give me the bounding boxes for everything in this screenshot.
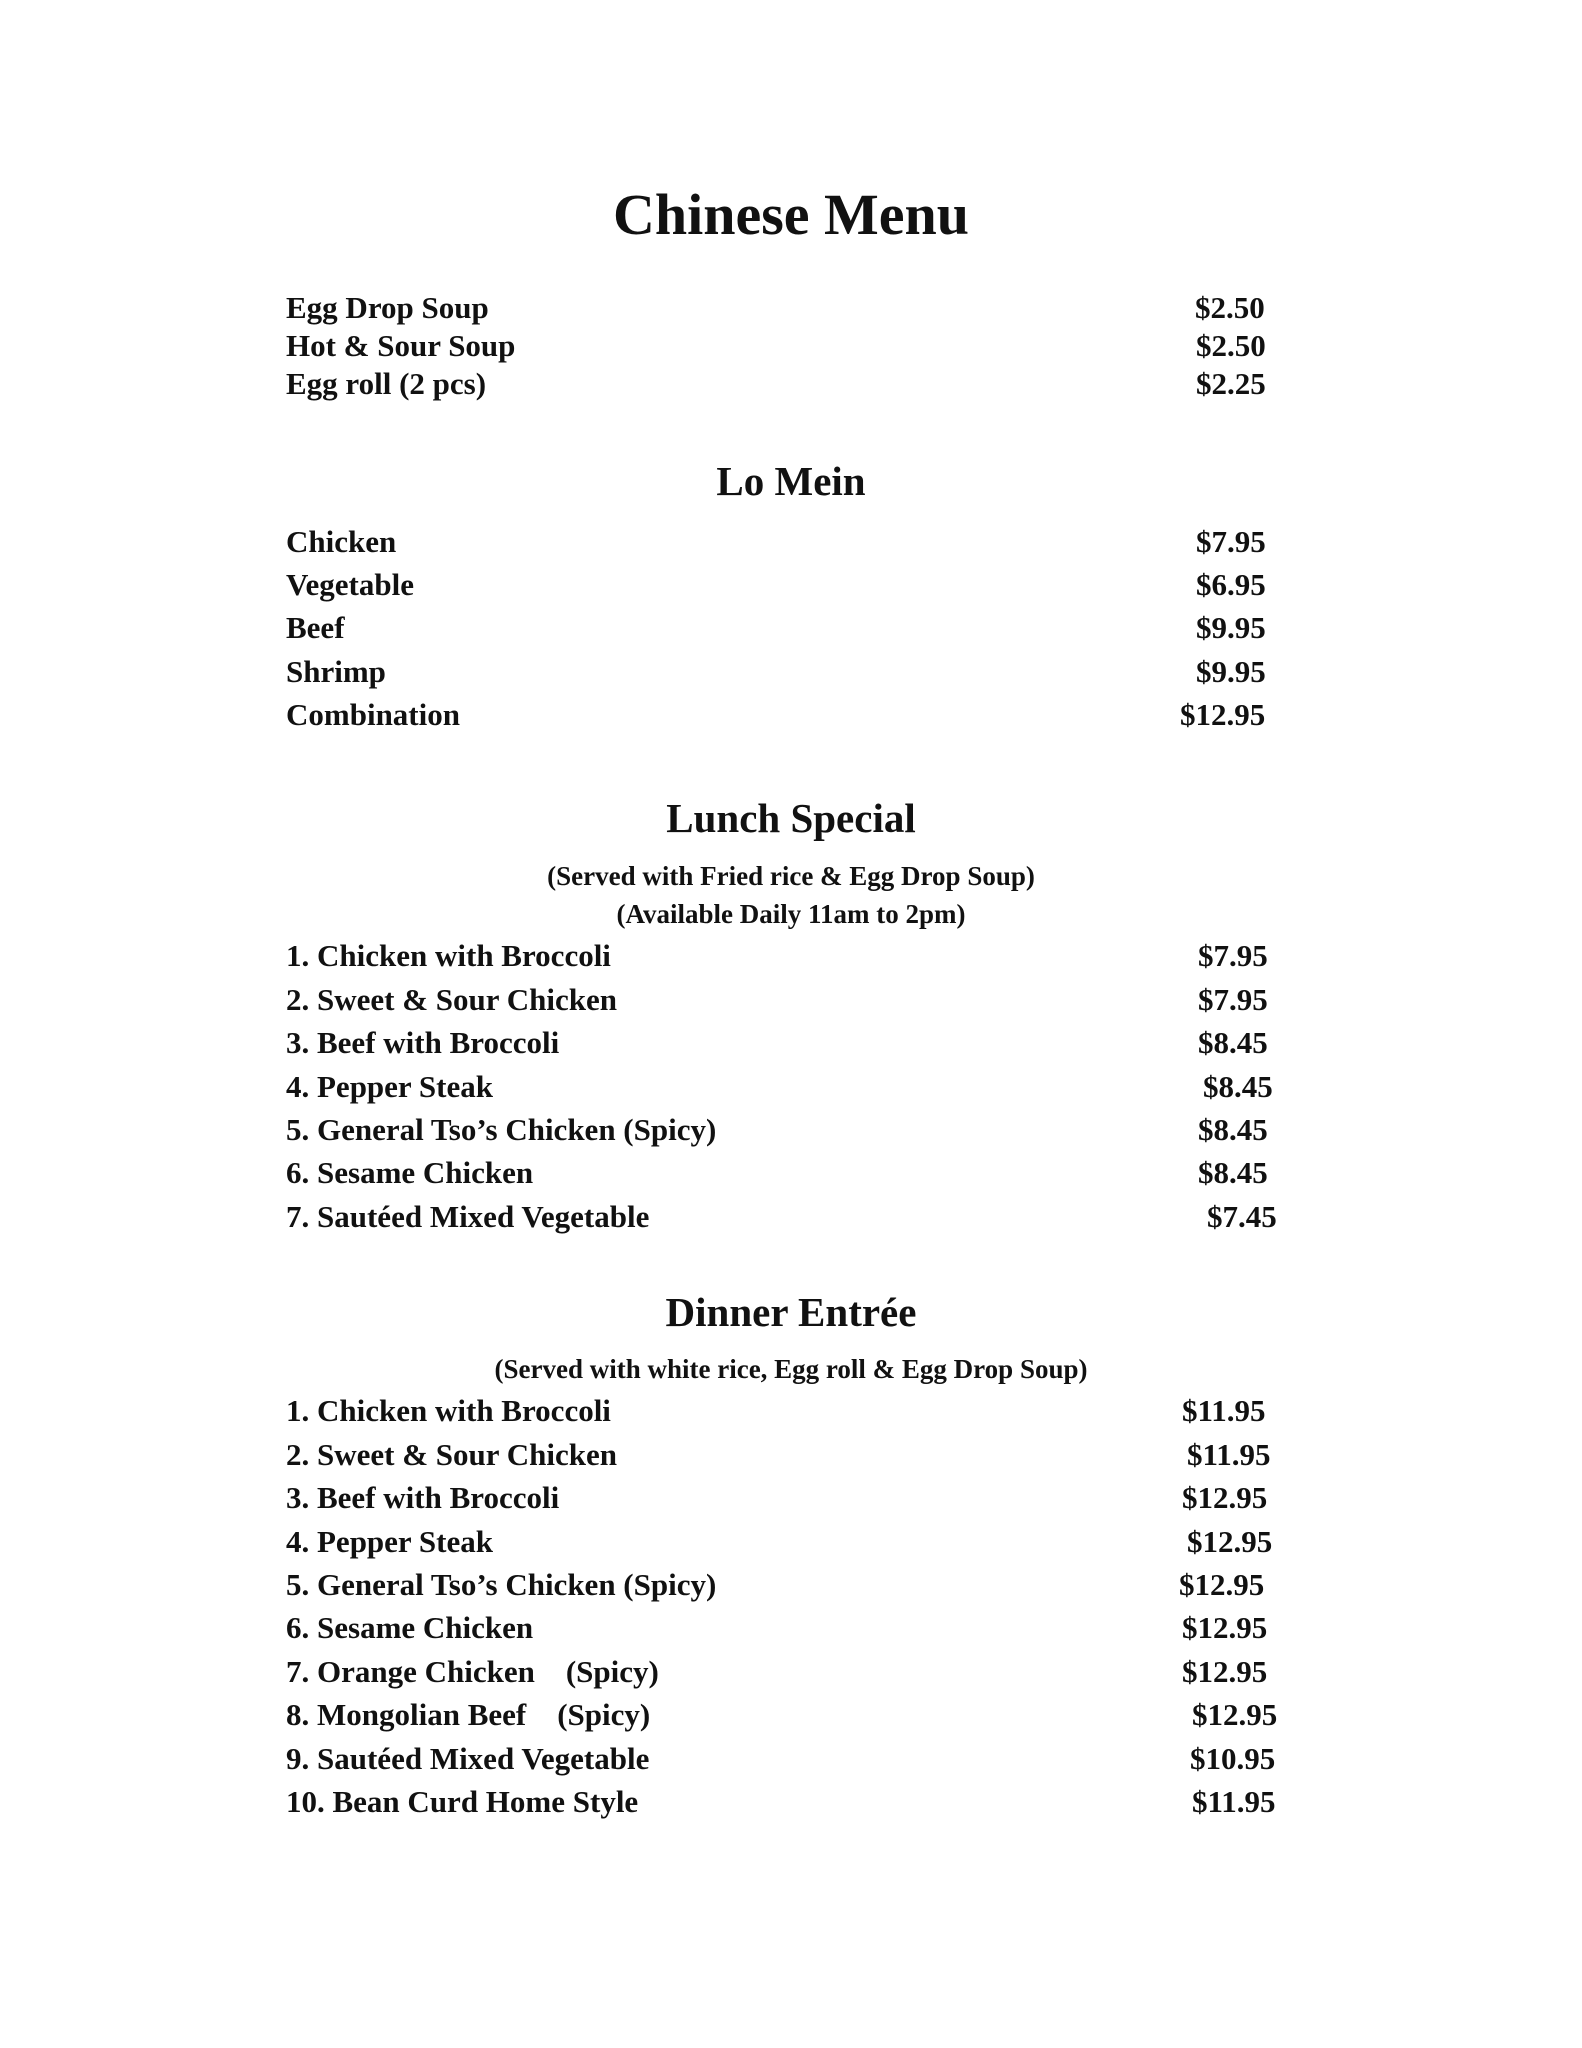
menu-item-row xyxy=(286,1023,1286,1063)
menu-item-name: 3. Beef with Broccoli xyxy=(286,1480,560,1515)
section-note: (Served with white rice, Egg roll & Egg Drop Soup) xyxy=(494,1354,1088,1384)
menu-item-price: $6.95 xyxy=(1196,567,1266,602)
menu-item-price: $11.95 xyxy=(1192,1784,1276,1819)
menu-item-name: 3. Beef with Broccoli xyxy=(286,1025,560,1060)
menu-item-name: 4. Pepper Steak xyxy=(286,1069,493,1104)
menu-item-price: $12.95 xyxy=(1182,1480,1268,1515)
menu-item-price: $12.95 xyxy=(1179,1567,1265,1602)
menu-item-row xyxy=(286,1782,1286,1822)
menu-item-row xyxy=(286,1652,1286,1692)
menu-item-row xyxy=(286,1197,1286,1237)
menu-item-row xyxy=(286,1522,1286,1562)
menu-item-price: $7.45 xyxy=(1207,1199,1277,1234)
menu-item-name: Chicken xyxy=(286,524,397,559)
menu-item-price: $8.45 xyxy=(1198,1155,1268,1190)
menu-item-price: $12.95 xyxy=(1180,697,1266,732)
menu-item-name: 8. Mongolian Beef (Spicy) xyxy=(286,1697,651,1732)
menu-item-row xyxy=(286,522,1286,562)
menu-item-name: 9. Sautéed Mixed Vegetable xyxy=(286,1741,650,1776)
menu-item-row xyxy=(286,565,1286,605)
menu-item-row xyxy=(286,608,1286,648)
menu-item-price: $12.95 xyxy=(1192,1697,1278,1732)
menu-item-name: 5. General Tso’s Chicken (Spicy) xyxy=(286,1112,717,1147)
menu-item-price: $7.95 xyxy=(1198,982,1268,1017)
menu-item-name: 6. Sesame Chicken xyxy=(286,1610,534,1645)
menu-item-name: Shrimp xyxy=(286,654,386,689)
menu-item-name: 10. Bean Curd Home Style xyxy=(286,1784,639,1819)
menu-item-price: $10.95 xyxy=(1190,1741,1276,1776)
menu-item-row xyxy=(286,288,1286,328)
menu-item-price: $12.95 xyxy=(1182,1654,1268,1689)
menu-item-row xyxy=(286,1067,1286,1107)
menu-item-row xyxy=(286,695,1286,735)
menu-item-price: $12.95 xyxy=(1187,1524,1273,1559)
menu-item-row xyxy=(286,1478,1286,1518)
menu-item-name: Egg roll (2 pcs) xyxy=(286,366,487,401)
menu-item-name: 4. Pepper Steak xyxy=(286,1524,493,1559)
menu-item-row xyxy=(286,936,1286,976)
menu-item-price: $12.95 xyxy=(1182,1610,1268,1645)
menu-item-row xyxy=(286,1739,1286,1779)
menu-item-price: $11.95 xyxy=(1187,1437,1271,1472)
menu-item-row xyxy=(286,980,1286,1020)
menu-item-row xyxy=(286,1565,1286,1605)
menu-item-name: 2. Sweet & Sour Chicken xyxy=(286,1437,617,1472)
menu-item-name: 1. Chicken with Broccoli xyxy=(286,938,611,973)
menu-item-name: Vegetable xyxy=(286,567,414,602)
menu-item-price: $9.95 xyxy=(1196,610,1266,645)
menu-item-row xyxy=(286,364,1286,404)
menu-item-name: 7. Sautéed Mixed Vegetable xyxy=(286,1199,650,1234)
section-title-lo-mein: Lo Mein xyxy=(716,458,866,504)
menu-item-price: $9.95 xyxy=(1196,654,1266,689)
section-note: (Served with Fried rice & Egg Drop Soup) xyxy=(547,861,1035,891)
menu-item-name: 1. Chicken with Broccoli xyxy=(286,1393,611,1428)
menu-item-name: 6. Sesame Chicken xyxy=(286,1155,534,1190)
menu-item-name: Egg Drop Soup xyxy=(286,290,489,325)
menu-item-row xyxy=(286,1695,1286,1735)
menu-item-row xyxy=(286,1608,1286,1648)
menu-item-price: $8.45 xyxy=(1198,1025,1268,1060)
menu-item-price: $7.95 xyxy=(1198,938,1268,973)
section-note: (Available Daily 11am to 2pm) xyxy=(616,899,966,929)
menu-item-price: $8.45 xyxy=(1203,1069,1273,1104)
menu-item-name: 5. General Tso’s Chicken (Spicy) xyxy=(286,1567,717,1602)
menu-item-row xyxy=(286,1110,1286,1150)
menu-item-price: $11.95 xyxy=(1182,1393,1266,1428)
menu-item-name: Beef xyxy=(286,610,345,645)
menu-item-row xyxy=(286,1153,1286,1193)
menu-item-price: $7.95 xyxy=(1196,524,1266,559)
menu-item-name: Hot & Sour Soup xyxy=(286,328,516,363)
page-title: Chinese Menu xyxy=(612,182,970,247)
menu-item-row xyxy=(286,1435,1286,1475)
menu-item-row xyxy=(286,1391,1286,1431)
menu-item-price: $2.50 xyxy=(1195,290,1265,325)
menu-item-price: $2.50 xyxy=(1196,328,1266,363)
menu-item-name: Combination xyxy=(286,697,460,732)
menu-item-row xyxy=(286,652,1286,692)
menu-item-name: 2. Sweet & Sour Chicken xyxy=(286,982,617,1017)
menu-item-price: $2.25 xyxy=(1196,366,1266,401)
section-title-dinner-entree: Dinner Entrée xyxy=(665,1289,917,1335)
menu-item-row xyxy=(286,326,1286,366)
menu-item-price: $8.45 xyxy=(1198,1112,1268,1147)
section-title-lunch-special: Lunch Special xyxy=(666,795,916,841)
menu-item-name: 7. Orange Chicken (Spicy) xyxy=(286,1654,659,1689)
